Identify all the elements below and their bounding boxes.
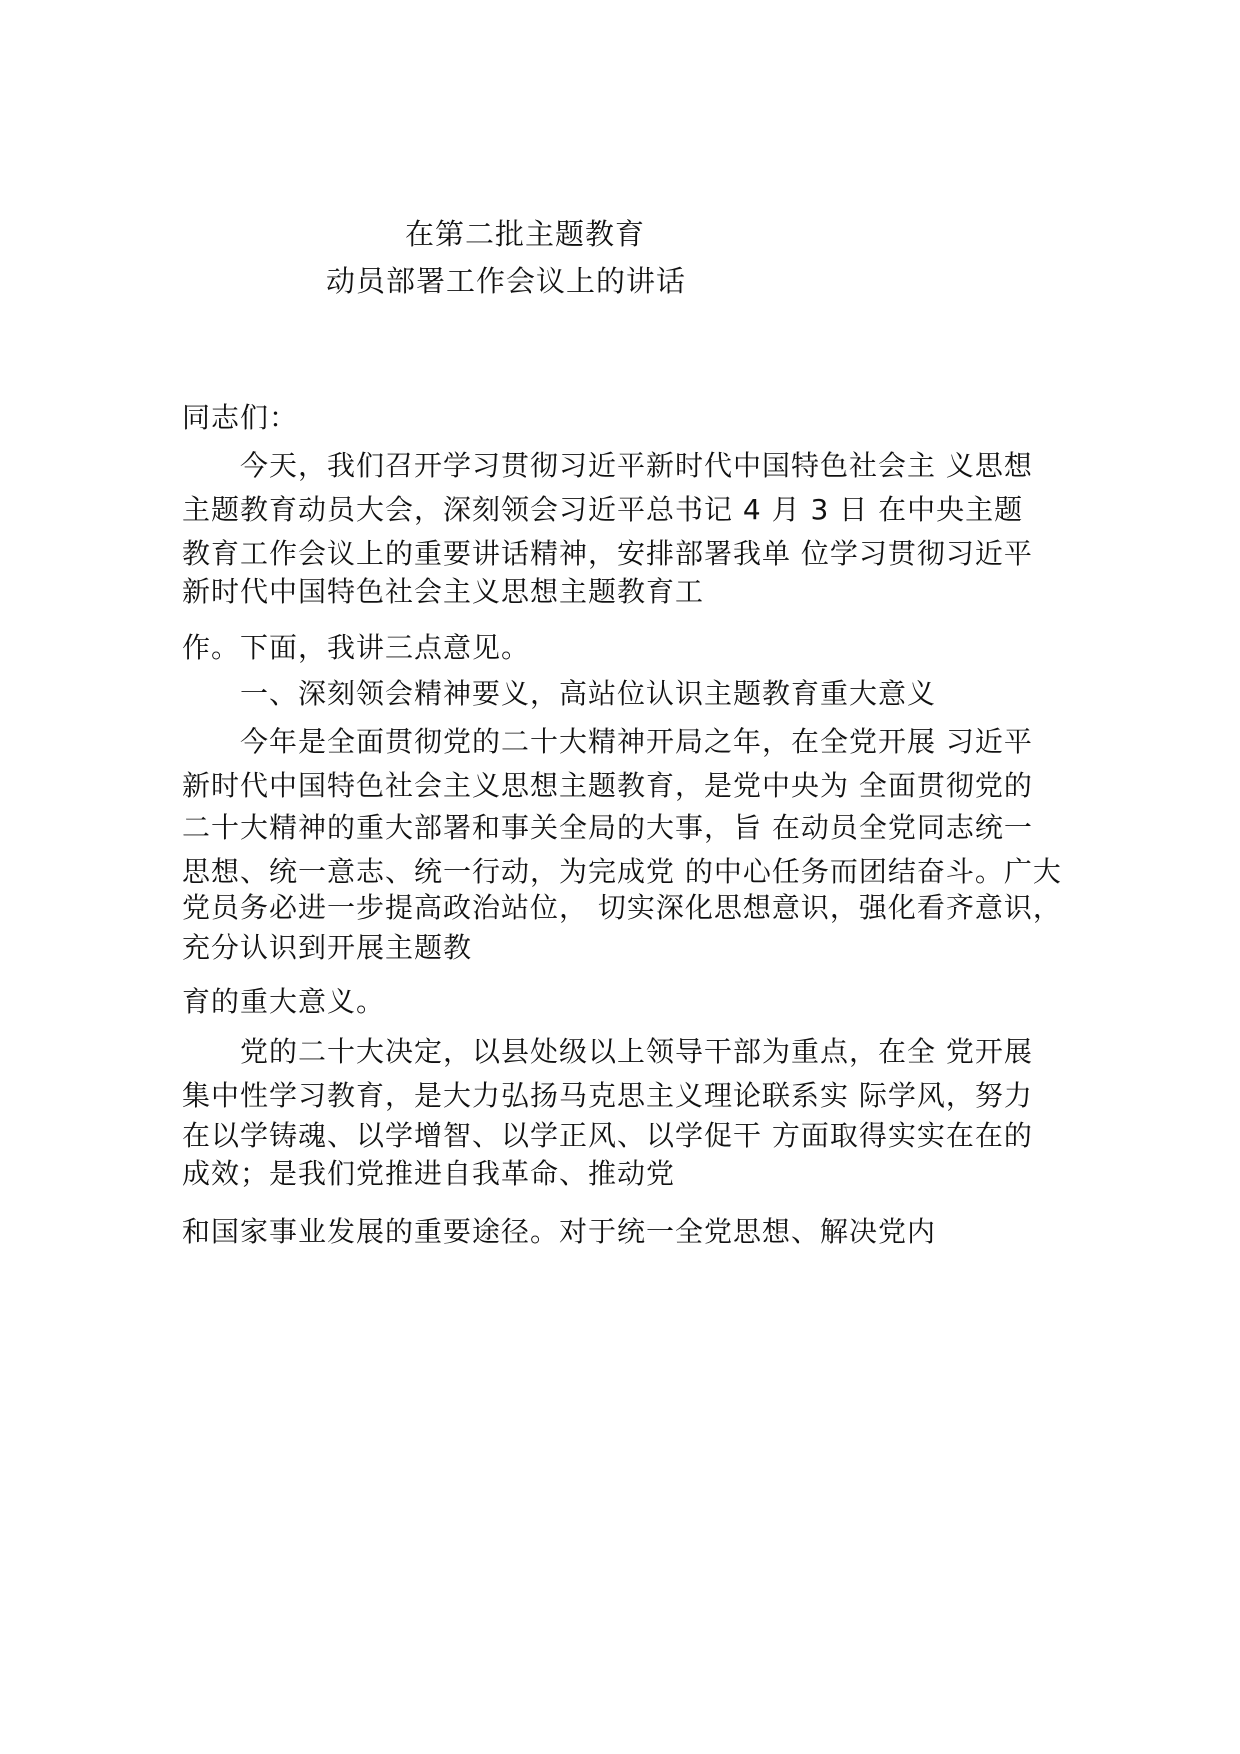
paragraph-3-line: 和国家事业发展的重要途径。对于统一全党思想、解决党内	[182, 1215, 937, 1248]
paragraph-1-line: 主题教育动员大会，深刻领会习近平总书记 4 月 3 日 在中央主题	[182, 493, 1024, 526]
document-title-line-2: 动员部署工作会议上的讲话	[326, 264, 687, 298]
paragraph-2-line: 党员务必进一步提高政治站位， 切实深化思想意识，强化看齐意识，	[182, 891, 1062, 924]
paragraph-3-line: 党的二十大决定，以县处级以上领导干部为重点，在全 党开展	[240, 1035, 1033, 1068]
paragraph-1-line: 作。下面，我讲三点意见。	[182, 631, 531, 664]
document-title-line-1: 在第二批主题教育	[405, 217, 646, 251]
paragraph-2-line: 二十大精神的重大部署和事关全局的大事，旨 在动员全党同志统一	[182, 811, 1033, 844]
paragraph-3-line: 成效；是我们党推进自我革命、推动党	[182, 1157, 676, 1190]
paragraph-2-line: 育的重大意义。	[182, 985, 386, 1018]
paragraph-3-line: 在以学铸魂、以学增智、以学正风、以学促干 方面取得实实在在的	[182, 1119, 1033, 1152]
paragraph-1-line: 教育工作会议上的重要讲话精神，安排部署我单 位学习贯彻习近平	[182, 537, 1033, 570]
paragraph-1-line: 新时代中国特色社会主义思想主题教育工	[182, 575, 705, 608]
paragraph-2-line: 充分认识到开展主题教	[182, 931, 473, 964]
paragraph-2-line: 思想、统一意志、统一行动，为完成党 的中心任务而团结奋斗。广大	[182, 855, 1062, 888]
section-1-heading: 一、深刻领会精神要义，高站位认识主题教育重大意义	[240, 677, 937, 710]
paragraph-2-line: 今年是全面贯彻党的二十大精神开局之年，在全党开展 习近平	[240, 725, 1033, 758]
salutation: 同志们：	[182, 401, 299, 434]
paragraph-3-line: 集中性学习教育，是大力弘扬马克思主义理论联系实 际学风，努力	[182, 1079, 1033, 1112]
paragraph-2-line: 新时代中国特色社会主义思想主题教育，是党中央为 全面贯彻党的	[182, 769, 1033, 802]
paragraph-1-line: 今天，我们召开学习贯彻习近平新时代中国特色社会主 义思想	[240, 449, 1033, 482]
